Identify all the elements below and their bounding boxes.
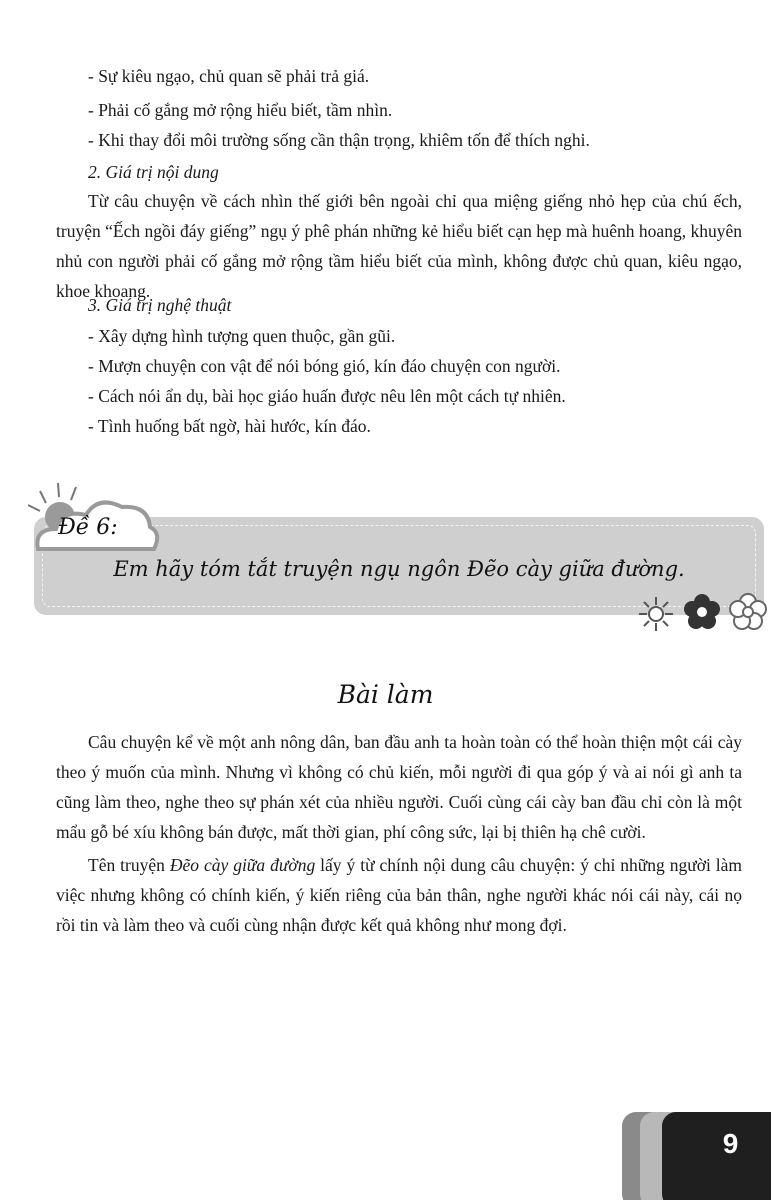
exercise-prompt: Em hãy tóm tắt truyện ngụ ngôn Đẽo cày giữa đường.: [113, 557, 685, 581]
answer-paragraph-1: Câu chuyện kể về một anh nông dân, ban đầu anh ta hoàn toàn có thể hoàn thiện một cái cày theo ý muốn của mình. Nhưng vì không có chủ kiến, mỗi người đi qua góp ý và ai nói gì anh ta cũng làm theo, nghe theo sự phán xét của nhiều người. Cuối cùng cái cày ban đầu chỉ còn là một mẩu gỗ bé xíu không bán được, mất thời gian, phí công sức, lại bị thiên hạ chê cười.: [56, 732, 742, 842]
flower-icon: [636, 590, 771, 638]
bullet-line-3: - Khi thay đổi môi trường sống cần thận trọng, khiêm tốn để thích nghi.: [88, 130, 590, 150]
answer-title: Bài làm: [337, 680, 434, 709]
content-heading: 2. Giá trị nội dung: [88, 162, 219, 182]
answer-p2-lead: Tên truyện: [88, 855, 170, 875]
page-number: 9: [722, 1128, 739, 1159]
art-heading: 3. Giá trị nghệ thuật: [88, 295, 232, 315]
content-paragraph: Từ câu chuyện về cách nhìn thế giới bên ngoài chỉ qua miệng giếng nhỏ hẹp của chú ếch, truyện “Ếch ngồi đáy giếng” ngụ ý phê phán những kẻ hiểu biết cạn hẹp mà huênh hoang, khuyên nhủ con người phải cố gắng mở rộng tầm hiểu biết của mình, không được chủ quan, kiêu ngạo, khoe khoang.: [56, 191, 742, 301]
exercise-label: Đề 6:: [58, 515, 118, 540]
bullet-line-1: - Sự kiêu ngạo, chủ quan sẽ phải trả giá.: [88, 66, 370, 86]
art-line-4: - Tình huống bất ngờ, hài hước, kín đáo.: [88, 416, 371, 436]
answer-p2-rest: lấy ý từ chính nội dung câu chuyện: ý chỉ những người làm việc nhưng không có chính kiến, ý kiến riêng của bản thân, nghe người khác nói cái này, cái nọ rồi tin và làm theo và cuối cùng nhận được kết quả không như mong đợi.: [56, 855, 743, 935]
art-line-3: - Cách nói ẩn dụ, bài học giáo huấn được nêu lên một cách tự nhiên.: [88, 386, 566, 406]
answer-paragraph-2: [56, 850, 742, 940]
art-line-1: - Xây dựng hình tượng quen thuộc, gần gũi.: [88, 326, 396, 346]
bullet-line-2: - Phải cố gắng mở rộng hiểu biết, tầm nhìn.: [88, 100, 393, 120]
story-title: Đẽo cày giữa đường: [169, 855, 316, 875]
art-line-2: - Mượn chuyện con vật để nói bóng gió, kín đáo chuyện con người.: [88, 356, 561, 376]
